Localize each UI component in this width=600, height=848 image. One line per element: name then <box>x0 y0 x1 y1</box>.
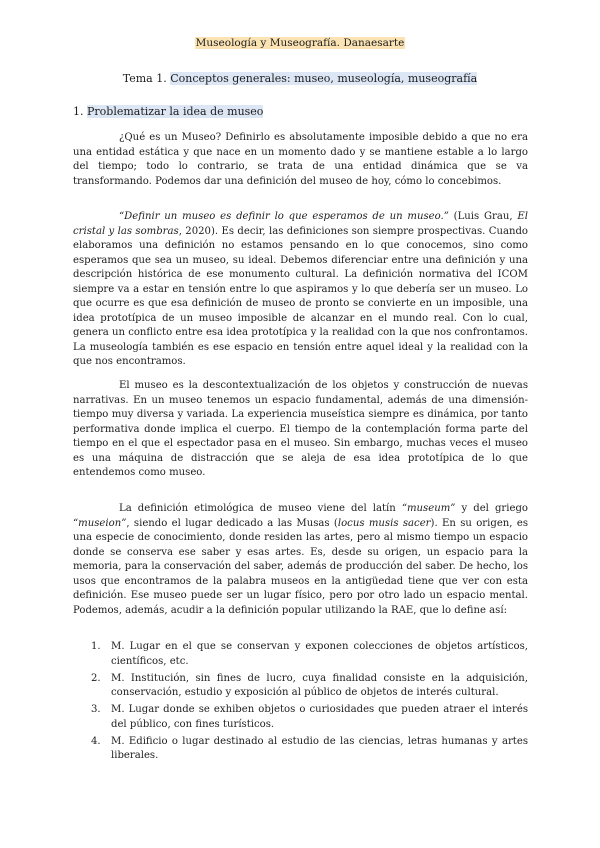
list-item-number: 1. <box>91 641 101 652</box>
chapter-prefix: Tema 1. <box>122 72 171 85</box>
list-item <box>73 735 528 764</box>
paragraph-4-connector: y del griego <box>455 503 528 514</box>
paragraph-3-text: El museo es la descontextualización de los objetos y construcción de nuevas narrativas. En un museo tenemos un espacio fundamental, además de una dimensión-tiempo muy diversa y variada. La experiencia museística siempre es dinámica, por tanto performativa donde implica el cuerpo. El tiempo de la contemplación forma parte del tiempo en el que el espectador pasa en el museo. Sin embargo, muchas veces el museo es una máquina de distracción que se aleja de esa idea prototípica de lo que entendemos como museo. <box>73 380 528 478</box>
book-title: El cristal y las sombras <box>73 211 528 237</box>
paragraph-2 <box>73 210 528 370</box>
list-item-text: M. Lugar en el que se conservan y exponen colecciones de objetos artísticos, científicos, etc. <box>111 641 528 667</box>
header-title: Museología y Museografía. Danaesarte <box>195 37 405 49</box>
chapter-title-text: Conceptos generales: museo, museología, museografía <box>170 72 478 85</box>
list-item-number: 2. <box>91 672 101 684</box>
grau-quote: “Definir un museo es definir lo que esperamos de un museo.” <box>119 211 449 222</box>
section-number: 1. <box>73 105 87 118</box>
list-item-text: M. Lugar donde se exhiben objetos o curiosidades que pueden atraer el interés del público, con fines turísticos. <box>111 704 528 730</box>
paragraph-2-text: , 2020). Es decir, las definiciones son siempre prospectivas. Cuando elaboramos una definición no estamos pensando en lo que conocemos, sino como esperamos que sea un museo, su ideal. Debemos diferenciar entre una definición y una descripción histórica de ese monumento cultural. La definición normativa del ICOM siempre va a estar en tensión entre lo que aspiramos y lo que debería ser un museo. Lo que ocurre es que esa definición de museo de pronto se convierte en un imposible, una idea prototípica de un museo imposible de alcanzar en el mundo real. Con lo cual, genera un conflicto entre esa idea prototípica y la realidad con la que nos confrontamos. La museología también es ese espacio en tensión entre aquel ideal y la realidad con la que nos encontramos. <box>73 225 528 367</box>
list-item <box>73 703 528 732</box>
paragraph-1 <box>73 131 528 189</box>
paragraph-4 <box>73 502 528 618</box>
locus-term: locus musis sacer <box>337 517 431 529</box>
latin-term: “museum” <box>401 503 456 514</box>
paragraph-1-text: ¿Qué es un Museo? Definirlo es absolutamente imposible debido a que no era una entidad estática y que nace en un momento dado y se mantiene estable a lo largo del tiempo; todo lo contrario, se trata de una entidad dinámica que se va transformando. Podemos dar una definición del museo de hoy, cómo lo concebimos. <box>73 132 528 187</box>
paragraph-3 <box>73 379 528 481</box>
chapter-title <box>0 72 600 86</box>
paragraph-4-start: La definición etimológica de museo viene del latín <box>119 503 402 514</box>
list-item-number: 3. <box>91 704 101 715</box>
greek-term: “museion” <box>73 517 127 529</box>
paragraph-4-text: ). En su origen, es una especie de conocimiento, donde residen las artes, pero al mismo tiempo un espacio donde se conserva ese saber y esas artes. Es, desde su origen, un espacio para la memoria, para la conservación del saber, además de producción del saber. De hecho, los usos que encontramos de la palabra museos en la antigüedad tiene que ver con esta definición. Ese museo puede ser un lugar físico, pero por otro lado un espacio mental. Podemos, además, acudir a la definición popular utilizando la RAE, que lo define así: <box>73 517 528 616</box>
paragraph-4-mid: , siendo el lugar dedicado a las Musas ( <box>126 517 338 529</box>
list-item-text: M. Institución, sin fines de lucro, cuya finalidad consiste en la adquisición, conservación, estudio y exposición al público de objetos de interés cultural. <box>111 672 528 698</box>
section-heading <box>73 105 263 119</box>
list-item <box>73 672 528 701</box>
section-title: Problematizar la idea de museo <box>87 105 264 118</box>
rae-definitions-list <box>73 640 528 766</box>
list-item-text: M. Edificio o lugar destinado al estudio de las ciencias, letras humanas y artes liberales. <box>111 735 528 761</box>
paragraph-2-citation-start: (Luis Grau, <box>448 211 518 222</box>
page-header <box>0 36 600 50</box>
list-item <box>73 640 528 669</box>
list-item-number: 4. <box>91 735 101 747</box>
